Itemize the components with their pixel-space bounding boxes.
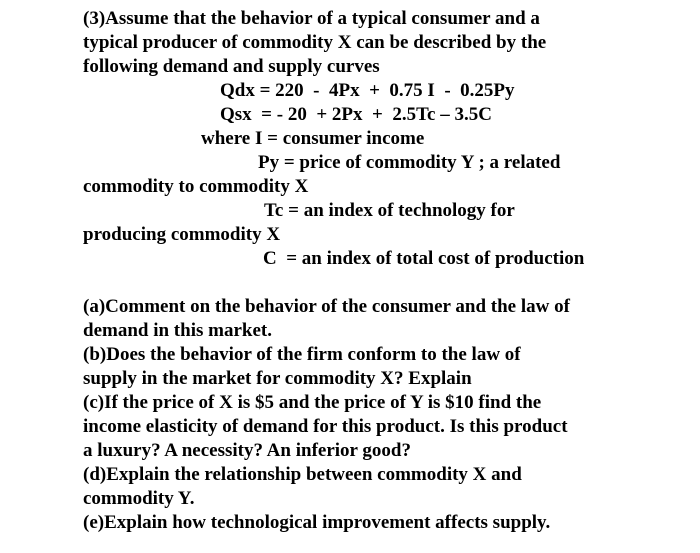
part-a-line-2: demand in this market.: [83, 320, 272, 341]
definition-c: C = an index of total cost of production: [263, 248, 585, 269]
part-d-line-1: (d)Explain the relationship between commodity X and: [83, 464, 522, 485]
definition-py-line-1: Py = price of commodity Y ; a related: [258, 152, 561, 173]
part-c-line-1: (c)If the price of X is $5 and the price of Y is $10 find the: [83, 392, 542, 413]
question-intro-line-3: following demand and supply curves: [83, 56, 380, 77]
part-a-line-1: (a)Comment on the behavior of the consumer and the law of: [83, 296, 570, 317]
definition-income: where I = consumer income: [201, 128, 425, 149]
definition-tc-line-2: producing commodity X: [83, 224, 281, 245]
question-intro-line-2: typical producer of commodity X can be described by the: [83, 32, 547, 53]
part-b-line-2: supply in the market for commodity X? Explain: [83, 368, 472, 389]
question-intro-line-1: (3)Assume that the behavior of a typical consumer and a: [83, 8, 540, 29]
part-d-line-2: commodity Y.: [83, 488, 195, 509]
part-c-line-3: a luxury? A necessity? An inferior good?: [83, 440, 411, 461]
part-e-line-1: (e)Explain how technological improvement affects supply.: [83, 512, 551, 533]
demand-equation: Qdx = 220 - 4Px + 0.75 I - 0.25Py: [220, 80, 515, 101]
supply-equation: Qsx = - 20 + 2Px + 2.5Tc – 3.5C: [220, 104, 492, 125]
part-b-line-1: (b)Does the behavior of the firm conform to the law of: [83, 344, 521, 365]
definition-tc-line-1: Tc = an index of technology for: [264, 200, 515, 221]
part-c-line-2: income elasticity of demand for this product. Is this product: [83, 416, 568, 437]
definition-py-line-2: commodity to commodity X: [83, 176, 309, 197]
